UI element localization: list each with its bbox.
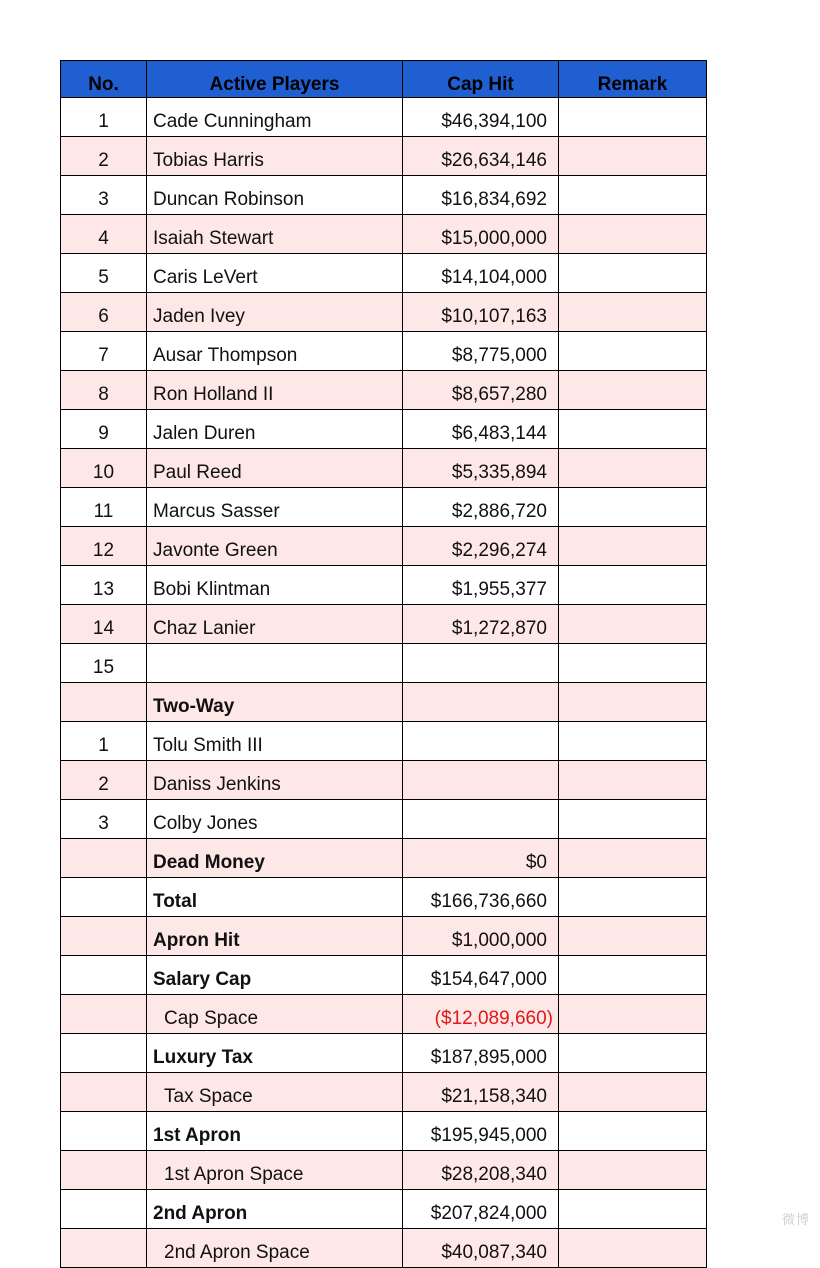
table-row	[61, 956, 707, 995]
player-name-cell[interactable]: Cade Cunningham	[147, 98, 403, 137]
remark-cell[interactable]	[559, 215, 707, 254]
row-number[interactable]: 4	[61, 215, 147, 254]
player-name-cell[interactable]: Total	[147, 878, 403, 917]
remark-cell[interactable]	[559, 722, 707, 761]
player-name-cell[interactable]: Apron Hit	[147, 917, 403, 956]
row-number[interactable]	[61, 995, 147, 1034]
row-number[interactable]	[61, 1034, 147, 1073]
remark-cell[interactable]	[559, 995, 707, 1034]
remark-cell[interactable]	[559, 254, 707, 293]
player-name-cell[interactable]: Colby Jones	[147, 800, 403, 839]
cap-hit-cell[interactable]: $166,736,660	[403, 878, 559, 917]
cap-hit-cell[interactable]: $40,087,340	[403, 1229, 559, 1268]
remark-cell[interactable]	[559, 1073, 707, 1112]
remark-cell[interactable]	[559, 566, 707, 605]
header-active-players: Active Players	[147, 61, 403, 98]
player-name-cell[interactable]: Ron Holland II	[147, 371, 403, 410]
remark-cell[interactable]	[559, 605, 707, 644]
row-number[interactable]: 3	[61, 176, 147, 215]
row-number[interactable]	[61, 917, 147, 956]
table-row	[61, 254, 707, 293]
table-row	[61, 293, 707, 332]
header-row	[61, 61, 707, 98]
remark-cell[interactable]	[559, 410, 707, 449]
table-row	[61, 566, 707, 605]
cap-hit-cell[interactable]: ($12,089,660)	[403, 995, 559, 1034]
remark-cell[interactable]	[559, 1151, 707, 1190]
row-number[interactable]: 1	[61, 98, 147, 137]
table-row	[61, 683, 707, 722]
cap-hit-cell[interactable]: $195,945,000	[403, 1112, 559, 1151]
table-row	[61, 137, 707, 176]
cap-hit-cell[interactable]: $5,335,894	[403, 449, 559, 488]
player-name-cell[interactable]: Bobi Klintman	[147, 566, 403, 605]
row-number[interactable]	[61, 1151, 147, 1190]
table-row	[61, 1151, 707, 1190]
row-number[interactable]: 10	[61, 449, 147, 488]
row-number[interactable]	[61, 1073, 147, 1112]
remark-cell[interactable]	[559, 488, 707, 527]
cap-hit-cell[interactable]: $46,394,100	[403, 98, 559, 137]
table-row	[61, 605, 707, 644]
cap-hit-cell[interactable]: $1,272,870	[403, 605, 559, 644]
table-row	[61, 98, 707, 137]
row-number[interactable]	[61, 956, 147, 995]
header-cap-hit: Cap Hit	[403, 61, 559, 98]
remark-cell[interactable]	[559, 1034, 707, 1073]
table-row	[61, 761, 707, 800]
player-name-cell[interactable]: Dead Money	[147, 839, 403, 878]
watermark-text: 微博	[781, 1212, 810, 1227]
row-number[interactable]: 1	[61, 722, 147, 761]
row-number[interactable]: 2	[61, 137, 147, 176]
row-number[interactable]	[61, 1229, 147, 1268]
remark-cell[interactable]	[559, 878, 707, 917]
table-row	[61, 878, 707, 917]
cap-hit-cell[interactable]: $26,634,146	[403, 137, 559, 176]
player-name-cell[interactable]: Luxury Tax	[147, 1034, 403, 1073]
player-name-cell[interactable]: 2nd Apron Space	[147, 1229, 403, 1268]
player-name-cell[interactable]: Marcus Sasser	[147, 488, 403, 527]
row-number[interactable]	[61, 1190, 147, 1229]
player-name-cell[interactable]: Daniss Jenkins	[147, 761, 403, 800]
row-number[interactable]: 5	[61, 254, 147, 293]
row-number[interactable]	[61, 839, 147, 878]
table-row	[61, 800, 707, 839]
row-number[interactable]: 12	[61, 527, 147, 566]
cap-hit-cell[interactable]: $1,000,000	[403, 917, 559, 956]
table-row	[61, 332, 707, 371]
remark-cell[interactable]	[559, 137, 707, 176]
row-number[interactable]: 2	[61, 761, 147, 800]
player-name-cell[interactable]: Tax Space	[147, 1073, 403, 1112]
remark-cell[interactable]	[559, 1190, 707, 1229]
remark-cell[interactable]	[559, 176, 707, 215]
cap-hit-cell[interactable]: $15,000,000	[403, 215, 559, 254]
row-number[interactable]: 11	[61, 488, 147, 527]
player-name-cell[interactable]: Ausar Thompson	[147, 332, 403, 371]
remark-cell[interactable]	[559, 644, 707, 683]
player-name-cell[interactable]: Tobias Harris	[147, 137, 403, 176]
row-number[interactable]: 13	[61, 566, 147, 605]
table-row	[61, 488, 707, 527]
remark-cell[interactable]	[559, 839, 707, 878]
cap-hit-cell[interactable]	[403, 722, 559, 761]
row-number[interactable]: 6	[61, 293, 147, 332]
player-name-cell[interactable]	[147, 644, 403, 683]
row-number[interactable]	[61, 878, 147, 917]
remark-cell[interactable]	[559, 956, 707, 995]
remark-cell[interactable]	[559, 449, 707, 488]
player-name-cell[interactable]: Isaiah Stewart	[147, 215, 403, 254]
player-name-cell[interactable]: 1st Apron	[147, 1112, 403, 1151]
player-name-cell[interactable]: Caris LeVert	[147, 254, 403, 293]
cap-hit-cell[interactable]: $8,657,280	[403, 371, 559, 410]
player-name-cell[interactable]: Duncan Robinson	[147, 176, 403, 215]
header-no: No.	[61, 61, 147, 98]
remark-cell[interactable]	[559, 761, 707, 800]
cap-hit-cell[interactable]: $21,158,340	[403, 1073, 559, 1112]
player-name-cell[interactable]: Jaden Ivey	[147, 293, 403, 332]
cap-hit-cell[interactable]: $16,834,692	[403, 176, 559, 215]
cap-hit-cell[interactable]	[403, 644, 559, 683]
row-number[interactable]	[61, 683, 147, 722]
table-row	[61, 1034, 707, 1073]
cap-hit-cell[interactable]	[403, 800, 559, 839]
cap-hit-cell[interactable]: $0	[403, 839, 559, 878]
cap-table	[60, 60, 707, 1268]
cap-hit-cell[interactable]	[403, 683, 559, 722]
player-name-cell[interactable]: 2nd Apron	[147, 1190, 403, 1229]
player-name-cell[interactable]: Cap Space	[147, 995, 403, 1034]
row-number[interactable]: 3	[61, 800, 147, 839]
row-number[interactable]: 7	[61, 332, 147, 371]
table-row	[61, 1073, 707, 1112]
remark-cell[interactable]	[559, 917, 707, 956]
cap-hit-cell[interactable]: $2,296,274	[403, 527, 559, 566]
remark-cell[interactable]	[559, 1229, 707, 1268]
player-name-cell[interactable]: 1st Apron Space	[147, 1151, 403, 1190]
player-name-cell[interactable]: Paul Reed	[147, 449, 403, 488]
row-number[interactable]: 9	[61, 410, 147, 449]
remark-cell[interactable]	[559, 1112, 707, 1151]
table-row	[61, 371, 707, 410]
player-name-cell[interactable]: Jalen Duren	[147, 410, 403, 449]
table-row	[61, 917, 707, 956]
cap-hit-cell[interactable]: $154,647,000	[403, 956, 559, 995]
cap-hit-cell[interactable]: $207,824,000	[403, 1190, 559, 1229]
table-row	[61, 839, 707, 878]
cap-hit-cell[interactable]	[403, 761, 559, 800]
row-number[interactable]: 15	[61, 644, 147, 683]
table-row	[61, 410, 707, 449]
header-remark: Remark	[559, 61, 707, 98]
remark-cell[interactable]	[559, 800, 707, 839]
player-name-cell[interactable]: Chaz Lanier	[147, 605, 403, 644]
cap-hit-cell[interactable]: $1,955,377	[403, 566, 559, 605]
table-row	[61, 995, 707, 1034]
row-number[interactable]	[61, 1112, 147, 1151]
player-name-cell[interactable]: Two-Way	[147, 683, 403, 722]
cap-hit-cell[interactable]: $14,104,000	[403, 254, 559, 293]
cap-hit-cell[interactable]: $6,483,144	[403, 410, 559, 449]
row-number[interactable]: 8	[61, 371, 147, 410]
remark-cell[interactable]	[559, 371, 707, 410]
table-row	[61, 722, 707, 761]
cap-hit-cell[interactable]: $2,886,720	[403, 488, 559, 527]
cap-hit-cell[interactable]: $10,107,163	[403, 293, 559, 332]
cap-hit-cell[interactable]: $187,895,000	[403, 1034, 559, 1073]
table-row	[61, 1190, 707, 1229]
remark-cell[interactable]	[559, 683, 707, 722]
table-row	[61, 644, 707, 683]
remark-cell[interactable]	[559, 332, 707, 371]
table-row	[61, 1229, 707, 1268]
table-row	[61, 1112, 707, 1151]
table-row	[61, 176, 707, 215]
player-name-cell[interactable]: Tolu Smith III	[147, 722, 403, 761]
cap-hit-cell[interactable]: $28,208,340	[403, 1151, 559, 1190]
cap-hit-cell[interactable]: $8,775,000	[403, 332, 559, 371]
remark-cell[interactable]	[559, 98, 707, 137]
table-row	[61, 527, 707, 566]
row-number[interactable]: 14	[61, 605, 147, 644]
table-row	[61, 449, 707, 488]
table-row	[61, 215, 707, 254]
remark-cell[interactable]	[559, 527, 707, 566]
remark-cell[interactable]	[559, 293, 707, 332]
player-name-cell[interactable]: Salary Cap	[147, 956, 403, 995]
player-name-cell[interactable]: Javonte Green	[147, 527, 403, 566]
